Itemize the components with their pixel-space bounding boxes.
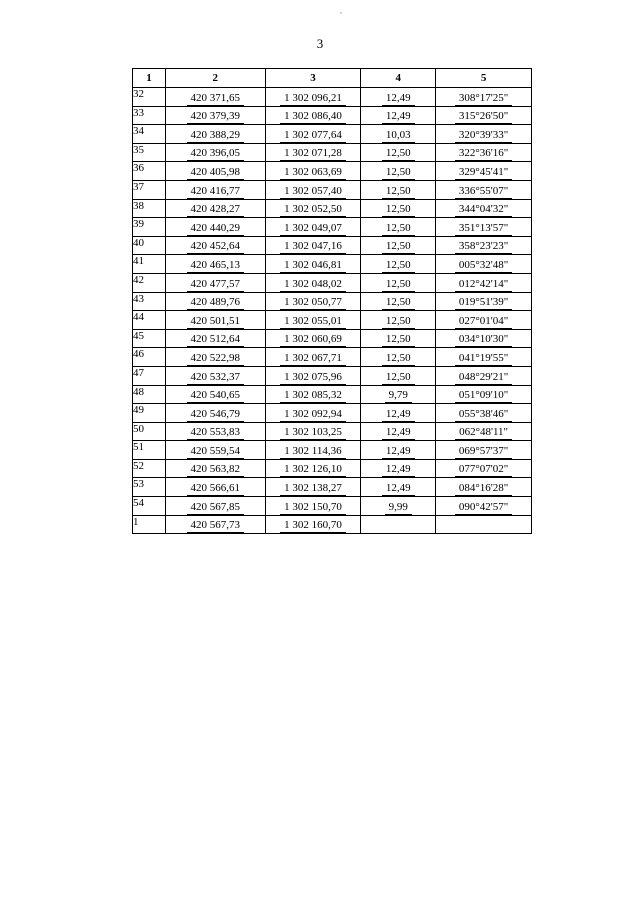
value-cell: [165, 422, 265, 441]
point-number-cell: 54: [133, 497, 166, 516]
point-number-cell: 1: [133, 515, 166, 534]
column-header: 3: [265, 69, 361, 88]
value-cell: [265, 255, 361, 274]
cell-value: 420 546,79: [187, 408, 245, 422]
value-cell: [361, 255, 436, 274]
point-number-cell: 48: [133, 385, 166, 404]
value-cell: [361, 162, 436, 181]
value-cell: [436, 125, 532, 144]
cell-value: 344°04'32": [455, 203, 512, 217]
cell-value: 090°42'57": [455, 501, 512, 515]
cell-value: 358°23'23": [455, 240, 512, 254]
table-header-row: [133, 69, 532, 88]
table-row: [133, 366, 532, 385]
value-cell: [436, 385, 532, 404]
point-number-cell: 41: [133, 255, 166, 274]
value-cell: [436, 292, 532, 311]
cell-value: 1 302 103,25: [280, 426, 346, 440]
point-number-cell: 42: [133, 273, 166, 292]
cell-value: 1 302 047,16: [280, 240, 346, 254]
cell-value: 12,49: [382, 445, 415, 459]
value-cell: [361, 329, 436, 348]
cell-value: 062°48'11": [455, 426, 512, 440]
table-row: [133, 218, 532, 237]
cell-value: 1 302 160,70: [280, 519, 346, 533]
value-cell: [165, 459, 265, 478]
table-row: [133, 441, 532, 460]
value-cell: [265, 311, 361, 330]
point-number-cell: 44: [133, 311, 166, 330]
cell-value: 1 302 057,40: [280, 185, 346, 199]
cell-value: 12,49: [382, 463, 415, 477]
cell-value: 069°57'37": [455, 445, 512, 459]
cell-value: 420 371,65: [187, 92, 245, 106]
point-number-cell: 37: [133, 180, 166, 199]
cell-value: 420 489,76: [187, 296, 245, 310]
value-cell: [436, 236, 532, 255]
point-number-cell: 35: [133, 143, 166, 162]
page-mark: ,: [340, 6, 342, 15]
cell-value: 420 405,98: [187, 166, 245, 180]
cell-value: 1 302 067,71: [280, 352, 346, 366]
cell-value: 12,50: [382, 333, 415, 347]
value-cell: [361, 478, 436, 497]
value-cell: [436, 88, 532, 107]
table-row: [133, 478, 532, 497]
value-cell: [361, 311, 436, 330]
table-row: [133, 404, 532, 423]
cell-value: 420 566,61: [187, 482, 245, 496]
cell-value: 420 559,54: [187, 445, 245, 459]
table-row: [133, 311, 532, 330]
cell-value: 12,50: [382, 315, 415, 329]
value-cell: [361, 348, 436, 367]
value-cell: [361, 422, 436, 441]
cell-value: 12,50: [382, 240, 415, 254]
value-cell: [165, 218, 265, 237]
value-cell: [165, 273, 265, 292]
value-cell: [265, 348, 361, 367]
table-row: [133, 143, 532, 162]
value-cell: [361, 143, 436, 162]
table-row: [133, 329, 532, 348]
cell-value: 329°45'41": [455, 166, 512, 180]
value-cell: [265, 497, 361, 516]
value-cell: [361, 515, 436, 534]
cell-value: 055°38'46": [455, 408, 512, 422]
value-cell: [436, 143, 532, 162]
cell-value: 084°16'28": [455, 482, 512, 496]
cell-value: 9,79: [385, 389, 412, 403]
point-number-cell: 34: [133, 125, 166, 144]
cell-value: 12,49: [382, 92, 415, 106]
cell-value: 420 428,27: [187, 203, 245, 217]
point-number-cell: 43: [133, 292, 166, 311]
value-cell: [265, 199, 361, 218]
value-cell: [265, 143, 361, 162]
cell-value: 308°17'25": [455, 92, 512, 106]
cell-value: 1 302 096,21: [280, 92, 346, 106]
value-cell: [436, 180, 532, 199]
cell-value: 351°13'57": [455, 222, 512, 236]
point-number-cell: 33: [133, 106, 166, 125]
cell-value: 012°42'14": [455, 278, 512, 292]
value-cell: [265, 273, 361, 292]
value-cell: [265, 218, 361, 237]
value-cell: [165, 199, 265, 218]
table-row: [133, 515, 532, 534]
cell-value: 1 302 048,02: [280, 278, 346, 292]
value-cell: [436, 162, 532, 181]
value-cell: [265, 385, 361, 404]
table-row: [133, 348, 532, 367]
value-cell: [165, 441, 265, 460]
cell-value: 1 302 063,69: [280, 166, 346, 180]
value-cell: [436, 515, 532, 534]
value-cell: [165, 329, 265, 348]
cell-value: 420 465,13: [187, 259, 245, 273]
value-cell: [165, 366, 265, 385]
value-cell: [165, 311, 265, 330]
cell-value: 051°09'10": [455, 389, 512, 403]
value-cell: [436, 218, 532, 237]
cell-value: 1 302 092,94: [280, 408, 346, 422]
point-number-cell: 46: [133, 348, 166, 367]
value-cell: [361, 292, 436, 311]
value-cell: [436, 199, 532, 218]
cell-value: 420 512,64: [187, 333, 245, 347]
table-row: [133, 459, 532, 478]
value-cell: [361, 199, 436, 218]
value-cell: [436, 255, 532, 274]
cell-value: 420 396,05: [187, 147, 245, 161]
point-number-cell: 52: [133, 459, 166, 478]
value-cell: [361, 180, 436, 199]
cell-value: 420 540,65: [187, 389, 245, 403]
cell-value: 420 379,39: [187, 110, 245, 124]
value-cell: [436, 329, 532, 348]
value-cell: [165, 162, 265, 181]
point-number-cell: 53: [133, 478, 166, 497]
value-cell: [436, 311, 532, 330]
column-header: 4: [361, 69, 436, 88]
cell-value: 12,49: [382, 408, 415, 422]
value-cell: [361, 366, 436, 385]
value-cell: [165, 385, 265, 404]
value-cell: [265, 329, 361, 348]
value-cell: [265, 162, 361, 181]
cell-value: 034°10'30": [455, 333, 512, 347]
value-cell: [265, 515, 361, 534]
table-row: [133, 255, 532, 274]
cell-value: 9,99: [385, 501, 412, 515]
cell-value: 1 302 049,07: [280, 222, 346, 236]
table-row: [133, 88, 532, 107]
value-cell: [265, 88, 361, 107]
value-cell: [361, 497, 436, 516]
cell-value: 420 416,77: [187, 185, 245, 199]
cell-value: 420 388,29: [187, 129, 245, 143]
cell-value: 1 302 055,01: [280, 315, 346, 329]
cell-value: 1 302 077,64: [280, 129, 346, 143]
cell-value: 1 302 114,36: [280, 445, 345, 459]
cell-value: 12,49: [382, 482, 415, 496]
point-number-cell: 39: [133, 218, 166, 237]
table-row: [133, 199, 532, 218]
cell-value: 322°36'16": [455, 147, 512, 161]
column-header: 1: [133, 69, 166, 88]
value-cell: [436, 273, 532, 292]
cell-value: 315°26'50": [455, 110, 512, 124]
value-cell: [165, 88, 265, 107]
cell-value: 420 501,51: [187, 315, 245, 329]
cell-value: 019°51'39": [455, 296, 512, 310]
coordinates-table: [132, 68, 532, 534]
value-cell: [361, 106, 436, 125]
value-cell: [165, 348, 265, 367]
cell-value: 12,50: [382, 185, 415, 199]
cell-value: 1 302 075,96: [280, 371, 346, 385]
value-cell: [165, 255, 265, 274]
table-row: [133, 292, 532, 311]
value-cell: [265, 106, 361, 125]
value-cell: [265, 125, 361, 144]
cell-value: 420 567,73: [187, 519, 245, 533]
value-cell: [165, 515, 265, 534]
value-cell: [436, 497, 532, 516]
point-number-cell: 47: [133, 366, 166, 385]
value-cell: [361, 404, 436, 423]
value-cell: [165, 292, 265, 311]
value-cell: [436, 478, 532, 497]
cell-value: 1 302 150,70: [280, 501, 346, 515]
cell-value: 420 532,37: [187, 371, 245, 385]
point-number-cell: 32: [133, 88, 166, 107]
page-number: 3: [316, 36, 324, 51]
cell-value: 12,50: [382, 222, 415, 236]
cell-value: 048°29'21": [455, 371, 512, 385]
value-cell: [165, 143, 265, 162]
cell-value: 12,50: [382, 203, 415, 217]
value-cell: [361, 385, 436, 404]
value-cell: [265, 422, 361, 441]
value-cell: [361, 218, 436, 237]
column-header: 2: [165, 69, 265, 88]
cell-value: 420 553,83: [187, 426, 245, 440]
table-row: [133, 422, 532, 441]
table-body: [133, 88, 532, 534]
point-number-cell: 36: [133, 162, 166, 181]
value-cell: [165, 125, 265, 144]
value-cell: [265, 478, 361, 497]
cell-value: 12,50: [382, 352, 415, 366]
cell-value: 420 440,29: [187, 222, 245, 236]
point-number-cell: 40: [133, 236, 166, 255]
point-number-cell: 45: [133, 329, 166, 348]
cell-value: 005°32'48": [455, 259, 512, 273]
value-cell: [436, 106, 532, 125]
value-cell: [265, 292, 361, 311]
value-cell: [165, 404, 265, 423]
table-row: [133, 106, 532, 125]
cell-value: 12,49: [382, 426, 415, 440]
value-cell: [265, 180, 361, 199]
value-cell: [436, 404, 532, 423]
value-cell: [436, 422, 532, 441]
cell-value: 420 567,85: [187, 501, 245, 515]
point-number-cell: 50: [133, 422, 166, 441]
column-header: 5: [436, 69, 532, 88]
cell-value: 420 477,57: [187, 278, 245, 292]
value-cell: [436, 366, 532, 385]
cell-value: 077°07'02": [455, 463, 512, 477]
value-cell: [265, 404, 361, 423]
cell-value: 041°19'55": [455, 352, 512, 366]
cell-value: 1 302 126,10: [280, 463, 346, 477]
cell-value: 12,50: [382, 166, 415, 180]
cell-value: 420 563,82: [187, 463, 245, 477]
value-cell: [165, 180, 265, 199]
cell-value: 1 302 085,32: [280, 389, 346, 403]
value-cell: [265, 441, 361, 460]
table-row: [133, 273, 532, 292]
value-cell: [165, 497, 265, 516]
value-cell: [265, 236, 361, 255]
cell-value: 1 302 060,69: [280, 333, 346, 347]
cell-value: 320°39'33": [455, 129, 512, 143]
value-cell: [361, 236, 436, 255]
point-number-cell: 51: [133, 441, 166, 460]
table-row: [133, 236, 532, 255]
table-row: [133, 385, 532, 404]
cell-value: 12,50: [382, 371, 415, 385]
value-cell: [436, 441, 532, 460]
value-cell: [361, 273, 436, 292]
cell-value: 1 302 138,27: [280, 482, 346, 496]
cell-value: 420 452,64: [187, 240, 245, 254]
value-cell: [265, 459, 361, 478]
cell-value: 1 302 046,81: [280, 259, 346, 273]
value-cell: [165, 236, 265, 255]
value-cell: [361, 125, 436, 144]
cell-value: 12,49: [382, 110, 415, 124]
cell-value: 420 522,98: [187, 352, 245, 366]
cell-value: 12,50: [382, 147, 415, 161]
cell-value: 12,50: [382, 259, 415, 273]
cell-value: 336°55'07": [455, 185, 512, 199]
value-cell: [436, 348, 532, 367]
value-cell: [361, 459, 436, 478]
value-cell: [165, 478, 265, 497]
table-row: [133, 180, 532, 199]
cell-value: 1 302 071,28: [280, 147, 346, 161]
cell-value: 12,50: [382, 278, 415, 292]
table-row: [133, 497, 532, 516]
cell-value: 1 302 086,40: [280, 110, 346, 124]
cell-value: 1 302 050,77: [280, 296, 346, 310]
cell-value: 1 302 052,50: [280, 203, 346, 217]
point-number-cell: 38: [133, 199, 166, 218]
cell-value: 027°01'04": [455, 315, 512, 329]
value-cell: [165, 106, 265, 125]
table-row: [133, 162, 532, 181]
value-cell: [265, 366, 361, 385]
value-cell: [361, 441, 436, 460]
point-number-cell: 49: [133, 404, 166, 423]
cell-value: 12,50: [382, 296, 415, 310]
value-cell: [361, 88, 436, 107]
value-cell: [436, 459, 532, 478]
cell-value: 10,03: [382, 129, 415, 143]
table-row: [133, 125, 532, 144]
